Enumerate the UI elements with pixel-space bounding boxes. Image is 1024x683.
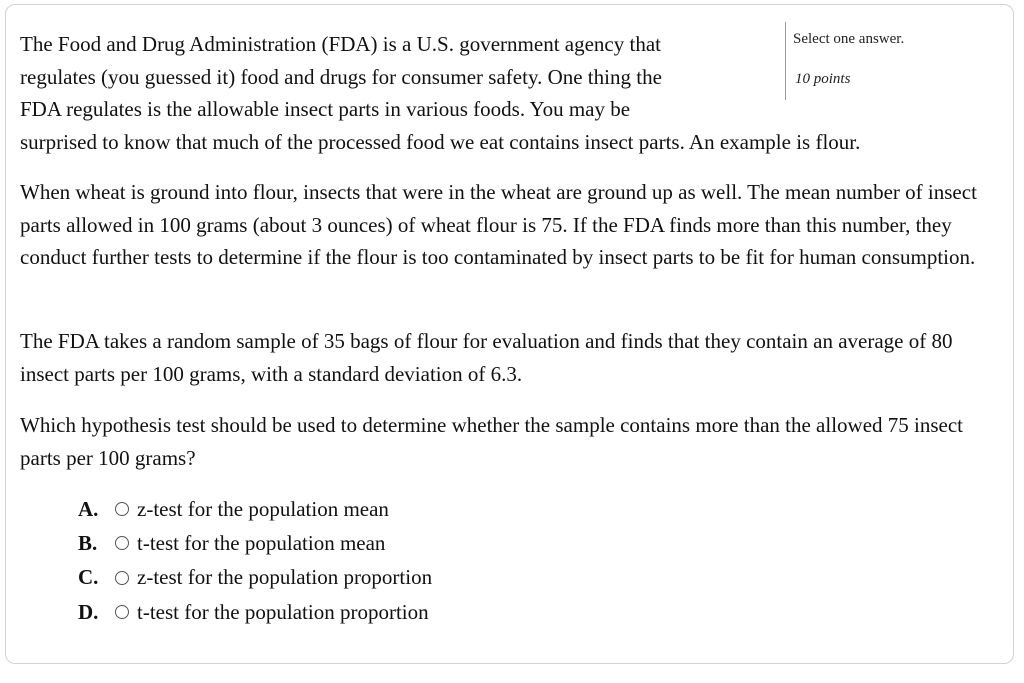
option-b[interactable] — [78, 526, 432, 560]
radio-button-d[interactable] — [115, 605, 129, 619]
question-prompt: Which hypothesis test should be used to determine whether the sample contains more than the allowed 75 insect parts per 100 grams? — [20, 413, 964, 470]
option-letter: C. — [78, 565, 99, 590]
radio-button-b[interactable] — [115, 536, 129, 550]
radio-button-a[interactable] — [115, 502, 129, 516]
option-a[interactable] — [78, 492, 432, 526]
option-text[interactable]: t-test for the population mean — [137, 530, 386, 555]
points-label: 10 points — [795, 71, 851, 87]
question-paragraph-1 — [20, 28, 995, 159]
answer-options — [78, 492, 432, 629]
paragraph-1-line-4: surprised to know that much of the processed food we eat contains insect parts. An example is flour. — [20, 130, 861, 155]
question-paragraph-3: The FDA takes a random sample of 35 bags of flour for evaluation and finds that they contain an average of 80 insect parts per 100 grams, with a standard deviation of 6.3. — [20, 329, 953, 386]
option-text[interactable]: t-test for the population proportion — [137, 599, 429, 624]
option-letter: B. — [78, 530, 98, 555]
paragraph-1-line-1: The Food and Drug Administration (FDA) is a U.S. government agency that — [20, 32, 661, 56]
option-d[interactable] — [78, 595, 432, 629]
paragraph-1-line-2: regulates (you guessed it) food and drugs for consumer safety. One thing the — [20, 64, 662, 89]
radio-button-c[interactable] — [115, 571, 129, 585]
question-paragraph-2: When wheat is ground into flour, insects that were in the wheat are ground up as well. The mean number of insect parts allowed in 100 grams (about 3 ounces) of wheat flour is 75. If the FDA finds more than this number, they conduct further tests to determine if the flour is too contaminated by insect parts to be fit for human consumption. — [20, 180, 977, 270]
option-letter: D. — [78, 599, 99, 624]
option-text[interactable]: z-test for the population proportion — [137, 565, 433, 590]
option-letter: A. — [78, 496, 99, 521]
option-text[interactable]: z-test for the population mean — [137, 496, 389, 521]
paragraph-1-line-3: FDA regulates is the allowable insect parts in various foods. You may be — [20, 97, 631, 122]
answer-instruction: Select one answer. — [793, 31, 905, 47]
option-c[interactable] — [78, 561, 432, 595]
